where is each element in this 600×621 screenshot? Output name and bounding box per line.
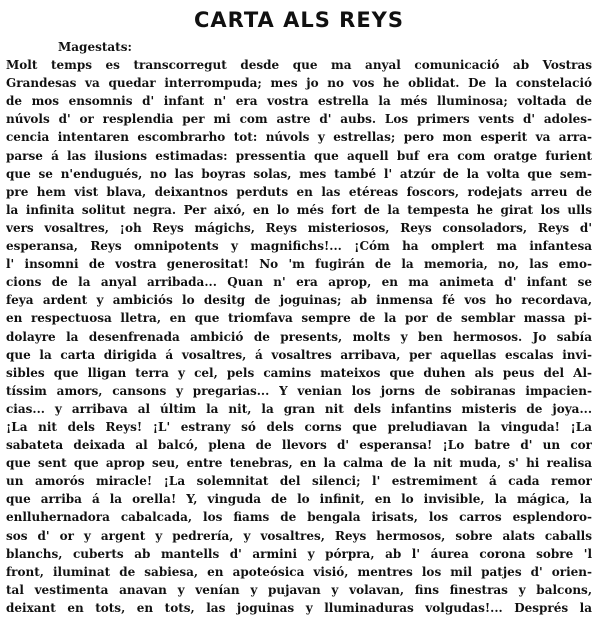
article-title: CARTA ALS REYS — [193, 8, 405, 32]
text-line: que sent que aprop seu, entre tenebras, en la calma de la nit muda, s' hi realisa — [6, 456, 592, 471]
text-line: sos d' or y argent y pedrería, y vosaltres, Reys hermosos, sobre alats caballs — [6, 528, 592, 543]
text-line: sibles que lligan terra y cel, pels camins mateixos que duhen als peus del Al- — [6, 365, 592, 380]
text-line: sabateta deixada al balcó, plena de llevors d' esperansa! ¡Lo batre d' un cor — [6, 438, 592, 453]
text-line: Grandesas va quedar interrompuda; mes jo no vos he oblidat. De la constelació — [6, 76, 592, 91]
text-line: esperansa, Reys omnipotents y magnifichs!... ¡Cóm ha omplert ma infantesa — [6, 239, 592, 254]
text-line: Molt temps es transcorregut desde que ma anyal comunicació ab Vostras — [6, 58, 592, 73]
text-line: feya ardent y ambiciós lo desitg de joguinas; ab inmensa fé vos ho recordava, — [6, 293, 592, 308]
text-line: pre hem vist blava, deixantnos perduts en las etéreas foscors, rodejats arreu de — [6, 184, 592, 199]
text-line: cions de la anyal arribada... Quan n' era aprop, en ma animeta d' infant se — [6, 275, 592, 290]
text-line: enlluhernadora cabalcada, los fiams de bengala irisats, los carros esplendoro- — [6, 510, 592, 525]
text-line: de mos ensomnis d' infant n' era vostra estrella la més lluminosa; voltada de — [6, 94, 592, 109]
text-line: un amorós miracle! ¡La solemnitat del silenci; l' estremiment á cada remor — [6, 474, 592, 489]
article-body — [6, 38, 592, 617]
text-line: en respectuosa lletra, en que triomfava sempre de la por de semblar massa pi- — [6, 311, 592, 326]
text-line: la infinita solitut negra. Per aixó, en lo més fort de la tempesta he girat los ulls — [6, 202, 592, 217]
newspaper-column — [6, 0, 592, 621]
text-line: cias... y arribava al últim la nit, la gran nit dels infantins misteris de joya... — [6, 401, 592, 416]
text-line: dolayre la desenfrenada ambició de presents, molts y ben hermosos. Jo sabía — [6, 329, 592, 344]
text-line: núvols d' or resplendia per mi com astre d' aubs. Los primers vents d' adoles- — [6, 112, 592, 127]
text-line: blanchs, cuberts ab mantells d' armini y pórpra, ab l' áurea corona sobre 'l — [6, 546, 592, 561]
text-line: que se n'endugués, no las boyras solas, mes també l' atzúr de la volta que sem- — [6, 166, 592, 181]
text-line: cencia intentaren escombrarho tot: núvols y estrellas; pero mon esperit va arra- — [6, 130, 592, 145]
text-line: parse á las ilusions estimadas: pressentia que aquell buf era com oratge furient — [6, 148, 592, 163]
text-line: que la carta dirigida á vosaltres, á vosaltres arribava, per aquellas escalas invi- — [6, 347, 592, 362]
text-line: que arriba á la orella! Y, vinguda de lo infinit, en lo invisible, la mágica, la — [6, 492, 592, 507]
text-line: deixant en tots, en tots, las joguinas y lluminaduras volgudas!... Després la — [6, 600, 592, 615]
text-line: ¡La nit dels Reys! ¡L' estrany só dels corns que preludiavan la vinguda! ¡La — [6, 419, 592, 434]
text-line: front, iluminat de sabiesa, en apoteósica visió, mentres los mil patjes d' orien- — [6, 564, 592, 579]
text-line: tal vestimenta anavan y venían y pujavan y volavan, fins finestras y balcons, — [6, 582, 592, 597]
text-line: l' insomni de vostra generositat! No 'm fugirán de la memoria, no, las emo- — [6, 257, 592, 272]
text-line: vers vosaltres, ¡oh Reys mágichs, Reys misteriosos, Reys consoladors, Reys d' — [6, 220, 592, 235]
text-line: tíssim amors, cansons y pregarias... Y venian los jorns de sobiranas impacien- — [6, 383, 592, 398]
salutation: Magestats: — [58, 40, 132, 54]
